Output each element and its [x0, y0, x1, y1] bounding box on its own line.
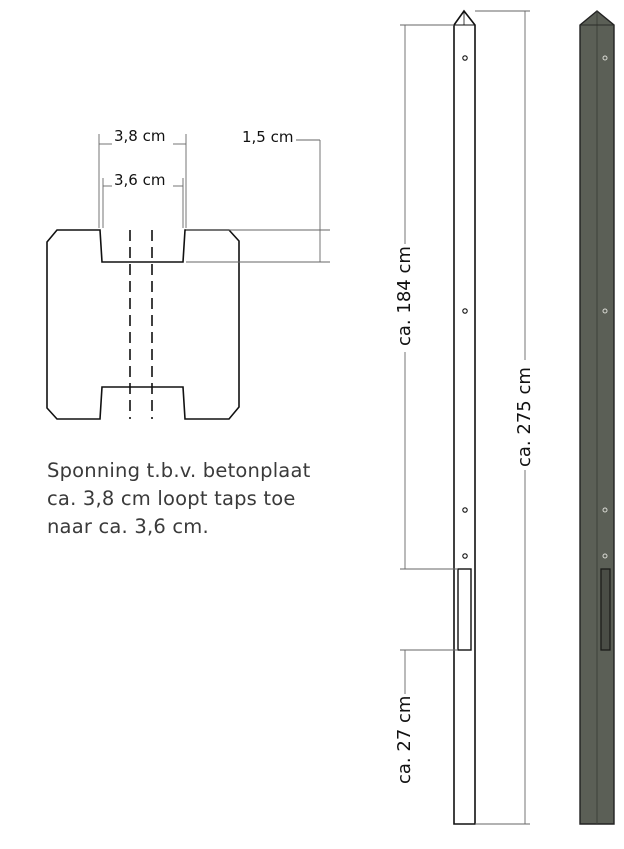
cross-section-outline	[47, 230, 239, 419]
caption-line-3: naar ca. 3,6 cm.	[47, 515, 209, 538]
post-outline-slot	[458, 569, 471, 650]
profile-width-outer-label: 3,8 cm	[114, 127, 166, 145]
caption-line-2: ca. 3,8 cm loopt taps toe	[47, 487, 296, 510]
post-cross-section	[47, 230, 239, 419]
post-outline-view	[454, 11, 475, 824]
post-total-height-label: ca. 275 cm	[514, 367, 535, 467]
post-bottom-section-label: ca. 27 cm	[394, 695, 415, 784]
profile-dimensions	[99, 134, 330, 262]
profile-width-inner-label: 3,6 cm	[114, 171, 166, 189]
post-upper-section-label: ca. 184 cm	[394, 246, 415, 346]
caption-line-1: Sponning t.b.v. betonplaat	[47, 459, 311, 482]
post-colored-slot	[601, 569, 610, 650]
profile-depth-label: 1,5 cm	[242, 128, 294, 146]
post-dimensions	[400, 11, 530, 824]
post-colored-view	[580, 11, 614, 824]
profile-caption	[47, 457, 367, 541]
post-outline-body	[454, 11, 475, 824]
